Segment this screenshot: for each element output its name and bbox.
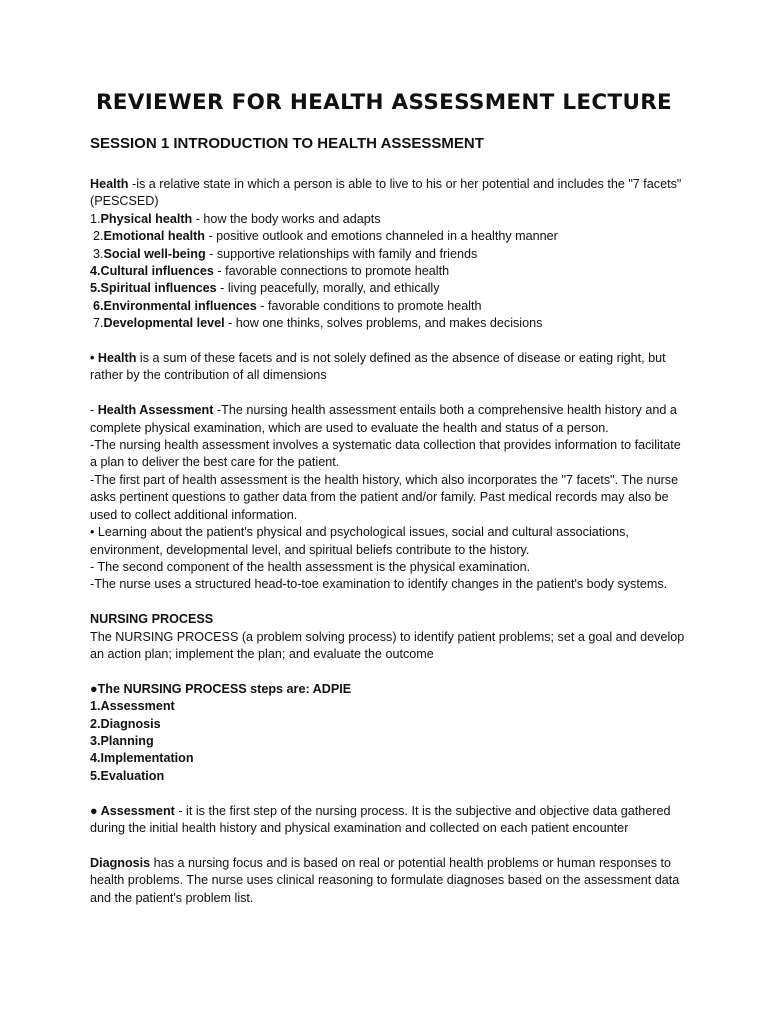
facet-desc: - favorable connections to promote health <box>213 264 450 279</box>
facet-desc: - positive outlook and emotions channeled in a healthy manner <box>204 229 558 244</box>
health-definition <box>90 176 690 211</box>
facet-number: 2. <box>93 229 104 244</box>
facet-term: Physical health <box>100 211 193 226</box>
health-sum-text: is a sum of these facets and is not solely defined as the absence of disease or eating right, but rather by the contribution of all dimensions <box>90 351 666 383</box>
facet-item <box>90 298 690 315</box>
facet-desc: - living peacefully, morally, and ethically <box>216 281 440 296</box>
page-title: REVIEWER FOR HEALTH ASSESSMENT LECTURE <box>95 90 673 115</box>
facet-number: 4. <box>90 264 101 279</box>
facet-desc: - favorable conditions to promote health <box>256 298 482 313</box>
health-assessment-paragraph <box>90 402 690 437</box>
facet-item <box>90 280 690 297</box>
diagnosis-term: Diagnosis <box>90 855 151 870</box>
facet-item <box>90 228 690 245</box>
health-assessment-line: -The first part of health assessment is the health history, which also incorporates the "7 facets". The nurse asks pertinent questions to gather data from the patient and/or family. Past medical records may also be used to collect additional information. <box>90 472 679 522</box>
assessment-term: Assessment <box>100 803 175 818</box>
facet-number: 6. <box>93 298 104 313</box>
facet-term: Cultural influences <box>100 264 214 279</box>
session-heading: SESSION 1 INTRODUCTION TO HEALTH ASSESSMENT <box>90 135 484 152</box>
facet-number: 3. <box>93 246 104 261</box>
health-assessment-text: -The nursing health assessment entails both a comprehensive health history and a complete physical examination, which are used to evaluate the health and status of a person. <box>90 403 677 435</box>
facet-term: Developmental level <box>103 316 225 331</box>
facet-desc: - how the body works and adapts <box>192 211 381 226</box>
health-sum-paragraph <box>90 350 690 385</box>
facet-term: Environmental influences <box>103 298 257 313</box>
step-label: 4.Implementation <box>90 751 194 766</box>
health-assessment-line: -The nursing health assessment involves a systematic data collection that provides information to facilitate a plan to deliver the best care for the patient. <box>90 438 681 470</box>
diagnosis-text: has a nursing focus and is based on real or potential health problems or human responses to health problems. The nurse uses clinical reasoning to formulate diagnoses based on the assessment data and the patient's problem list. <box>90 855 680 905</box>
nursing-process-heading <box>90 611 690 628</box>
assessment-paragraph <box>90 803 690 838</box>
step-label: 1.Assessment <box>90 699 175 714</box>
facets-list <box>90 211 690 333</box>
dash-prefix: - <box>90 403 98 418</box>
health-definition-text: -is a relative state in which a person is able to live to his or her potential and includes the "7 facets"(PESCSED) <box>90 177 682 209</box>
document-body <box>90 176 690 907</box>
assessment-text: - it is the first step of the nursing process. It is the subjective and objective data gathered during the initial health history and physical examination and collected on each patient encounter <box>90 803 671 835</box>
facet-item <box>90 211 690 228</box>
spacer <box>90 594 690 611</box>
spacer <box>90 663 690 680</box>
facet-number: 5. <box>90 281 101 296</box>
step-label: 2.Diagnosis <box>90 716 161 731</box>
facet-number: 1. <box>90 211 101 226</box>
step-label: 5.Evaluation <box>90 768 165 783</box>
facet-item <box>90 246 690 263</box>
spacer <box>90 837 690 854</box>
facet-item <box>90 315 690 332</box>
steps-heading-text: ●The NURSING PROCESS steps are: ADPIE <box>90 681 352 696</box>
spacer <box>90 385 690 402</box>
facet-term: Spiritual influences <box>100 281 217 296</box>
step-item <box>90 768 690 785</box>
nursing-process-text: The NURSING PROCESS (a problem solving process) to identify patient problems; set a goal and develop an action plan; implement the plan; and evaluate the outcome <box>90 629 685 661</box>
facet-desc: - supportive relationships with family and friends <box>205 246 478 261</box>
spacer <box>90 785 690 802</box>
step-item <box>90 733 690 750</box>
health-assessment-line: - The second component of the health assessment is the physical examination. <box>90 559 531 574</box>
diagnosis-paragraph <box>90 855 690 907</box>
document-page <box>90 0 690 1024</box>
step-item <box>90 750 690 767</box>
steps-heading <box>90 681 690 698</box>
health-sum-term: Health <box>97 351 137 366</box>
health-term: Health <box>90 177 129 191</box>
bullet-icon: ● <box>90 803 101 818</box>
health-assessment-line: • Learning about the patient's physical and psychological issues, social and cultural associations, environment, developmental level, and spiritual beliefs contribute to the history. <box>90 525 629 557</box>
step-label: 3.Planning <box>90 733 154 748</box>
facet-desc: - how one thinks, solves problems, and makes decisions <box>224 316 543 331</box>
bullet-icon: • <box>90 351 98 366</box>
nursing-process-heading-text: NURSING PROCESS <box>90 612 214 627</box>
facet-term: Emotional health <box>103 229 205 244</box>
health-assessment-term: Health Assessment <box>97 403 214 418</box>
facet-item <box>90 263 690 280</box>
facet-number: 7. <box>93 316 104 331</box>
step-item <box>90 716 690 733</box>
facet-term: Social well-being <box>103 246 206 261</box>
step-item <box>90 698 690 715</box>
spacer <box>90 333 690 350</box>
health-assessment-line: -The nurse uses a structured head-to-toe examination to identify changes in the patient's body systems. <box>90 577 668 592</box>
